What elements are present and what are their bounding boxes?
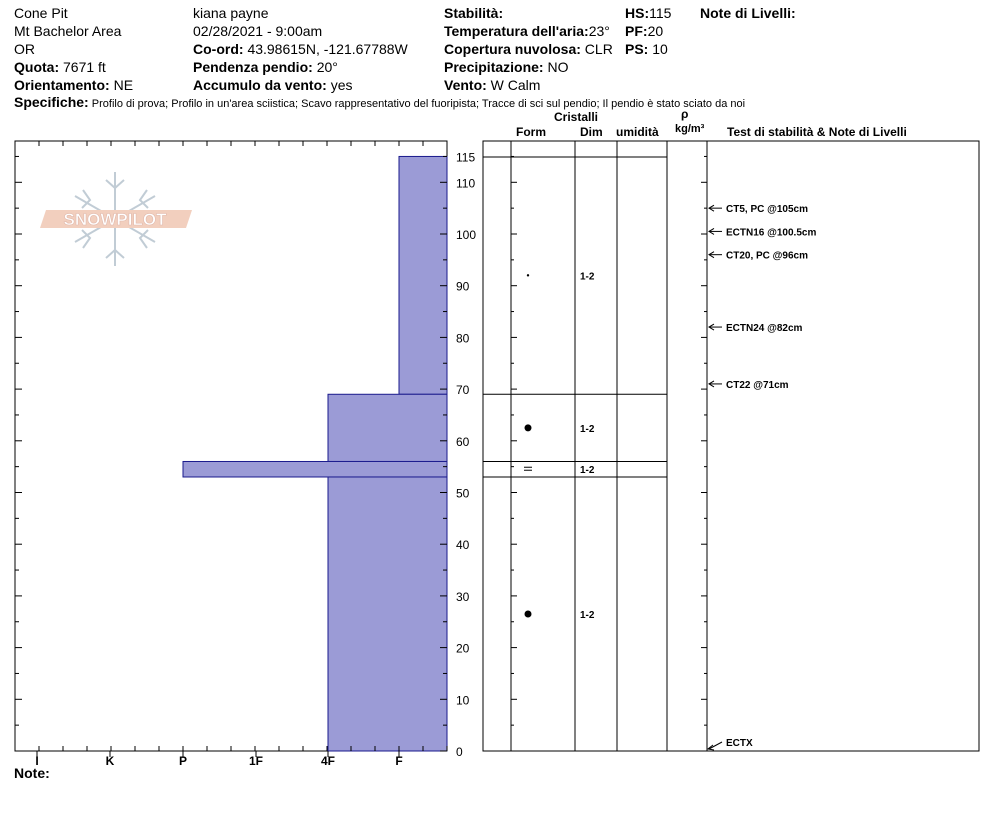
stability-label: Stabilità: bbox=[444, 5, 504, 21]
air-temperature-label: Temperatura dell'aria: bbox=[444, 23, 589, 39]
height-label-60: 60 bbox=[456, 434, 470, 449]
slope-label: Pendenza pendio: bbox=[193, 59, 313, 75]
ps-label: PS: bbox=[625, 41, 649, 57]
stability-test-label: ECTN24 @82cm bbox=[726, 323, 803, 335]
stability-test-label: CT5, PC @105cm bbox=[726, 204, 809, 216]
height-label-100: 100 bbox=[456, 228, 477, 242]
aspect-value: NE bbox=[113, 77, 134, 93]
hardness-bar-layer-1 bbox=[399, 156, 447, 394]
height-label-40: 40 bbox=[456, 538, 470, 553]
hs-label: HS: bbox=[625, 5, 650, 21]
wind-label: Vento: bbox=[444, 77, 487, 93]
datetime: 02/28/2021 - 9:00am bbox=[193, 23, 323, 39]
layer-notes-heading: Note di Livelli: bbox=[700, 5, 796, 21]
elevation-value: 7671 ft bbox=[63, 59, 106, 75]
moisture-header: umidità bbox=[616, 125, 659, 139]
grain-form-icon-rounded bbox=[525, 424, 532, 431]
size-header: Dim bbox=[580, 125, 603, 139]
area-name: Mt Bachelor Area bbox=[14, 23, 122, 39]
logo-text: SNOWPILOT bbox=[63, 210, 167, 229]
height-label-50: 50 bbox=[456, 486, 470, 501]
air-temperature-value: 23° bbox=[588, 23, 610, 39]
aspect-label: Orientamento: bbox=[14, 77, 110, 93]
hs-value: 115 bbox=[649, 5, 672, 21]
stability-test-label: ECTX bbox=[726, 738, 753, 749]
grain-form-icon-rounded bbox=[525, 610, 532, 617]
height-label-10: 10 bbox=[456, 693, 470, 708]
density-unit: kg/m³ bbox=[675, 123, 705, 135]
slope-value: 20° bbox=[316, 59, 338, 75]
specifics-label: Specifiche: bbox=[14, 94, 89, 110]
grain-size-label: 1-2 bbox=[580, 465, 595, 477]
height-label-90: 90 bbox=[456, 279, 470, 294]
height-label-20: 20 bbox=[456, 641, 470, 656]
pit-name: Cone Pit bbox=[14, 5, 68, 21]
x-tick-label-4F: 4F bbox=[320, 754, 336, 768]
grain-size-label: 1-2 bbox=[580, 423, 595, 435]
coordinates-value: 43.98615N, -121.67788W bbox=[247, 41, 408, 57]
height-label-30: 30 bbox=[456, 589, 470, 604]
cloud-cover-value: CLR bbox=[584, 41, 613, 57]
x-tick-label-F: F bbox=[395, 754, 403, 768]
precipitation-label: Precipitazione: bbox=[444, 59, 544, 75]
elevation-label: Quota: bbox=[14, 59, 60, 75]
specifics-text: Profilo di prova; Profilo in un'area sciistica; Scavo rappresentativo del fuoripista; Tracce di sci sul pendio; Il pendio è stato sciato da noi bbox=[91, 98, 746, 110]
pf-value: 20 bbox=[647, 23, 664, 39]
stability-test-label: ECTN16 @100.5cm bbox=[726, 227, 817, 239]
note-label: Note: bbox=[14, 765, 50, 781]
hardness-bar-layer-3 bbox=[183, 461, 447, 477]
height-label-110: 110 bbox=[456, 176, 476, 191]
height-label-hs: 115 bbox=[456, 150, 476, 165]
height-label-0: 0 bbox=[456, 745, 463, 759]
wind-loading-label: Accumulo da vento: bbox=[193, 77, 327, 93]
form-header: Form bbox=[516, 125, 546, 139]
stability-test-label: CT20, PC @96cm bbox=[726, 250, 809, 262]
test-arrow bbox=[709, 742, 722, 749]
snowpilot-logo bbox=[40, 172, 192, 266]
wind-loading-value: yes bbox=[330, 77, 353, 93]
x-tick-label-1F: 1F bbox=[248, 754, 264, 768]
hardness-bar-layer-4 bbox=[328, 477, 447, 751]
grain-size-label: 1-2 bbox=[580, 609, 595, 621]
ps-value: 10 bbox=[652, 41, 668, 57]
crystals-header: Cristalli bbox=[554, 110, 599, 124]
precipitation-value: NO bbox=[547, 59, 569, 75]
x-tick-label-K: K bbox=[105, 754, 115, 768]
pf-label: PF: bbox=[625, 23, 648, 39]
grain-form-icon-fine bbox=[527, 274, 529, 276]
stability-test-label: CT22 @71cm bbox=[726, 379, 789, 391]
height-label-80: 80 bbox=[456, 331, 470, 346]
coordinates-label: Co-ord: bbox=[193, 41, 244, 57]
wind-value: W Calm bbox=[490, 77, 541, 93]
height-label-70: 70 bbox=[456, 383, 470, 398]
hardness-bar-layer-2 bbox=[328, 394, 447, 461]
state: OR bbox=[14, 41, 35, 57]
observer: kiana payne bbox=[193, 5, 269, 21]
density-symbol: ρ bbox=[681, 107, 689, 121]
x-tick-label-P: P bbox=[178, 754, 188, 768]
stability-tests-header: Test di stabilità & Note di Livelli bbox=[727, 125, 907, 139]
x-tick-label-I: I bbox=[35, 754, 39, 768]
grain-size-label: 1-2 bbox=[580, 271, 595, 283]
cloud-cover-label: Copertura nuvolosa: bbox=[444, 41, 581, 57]
